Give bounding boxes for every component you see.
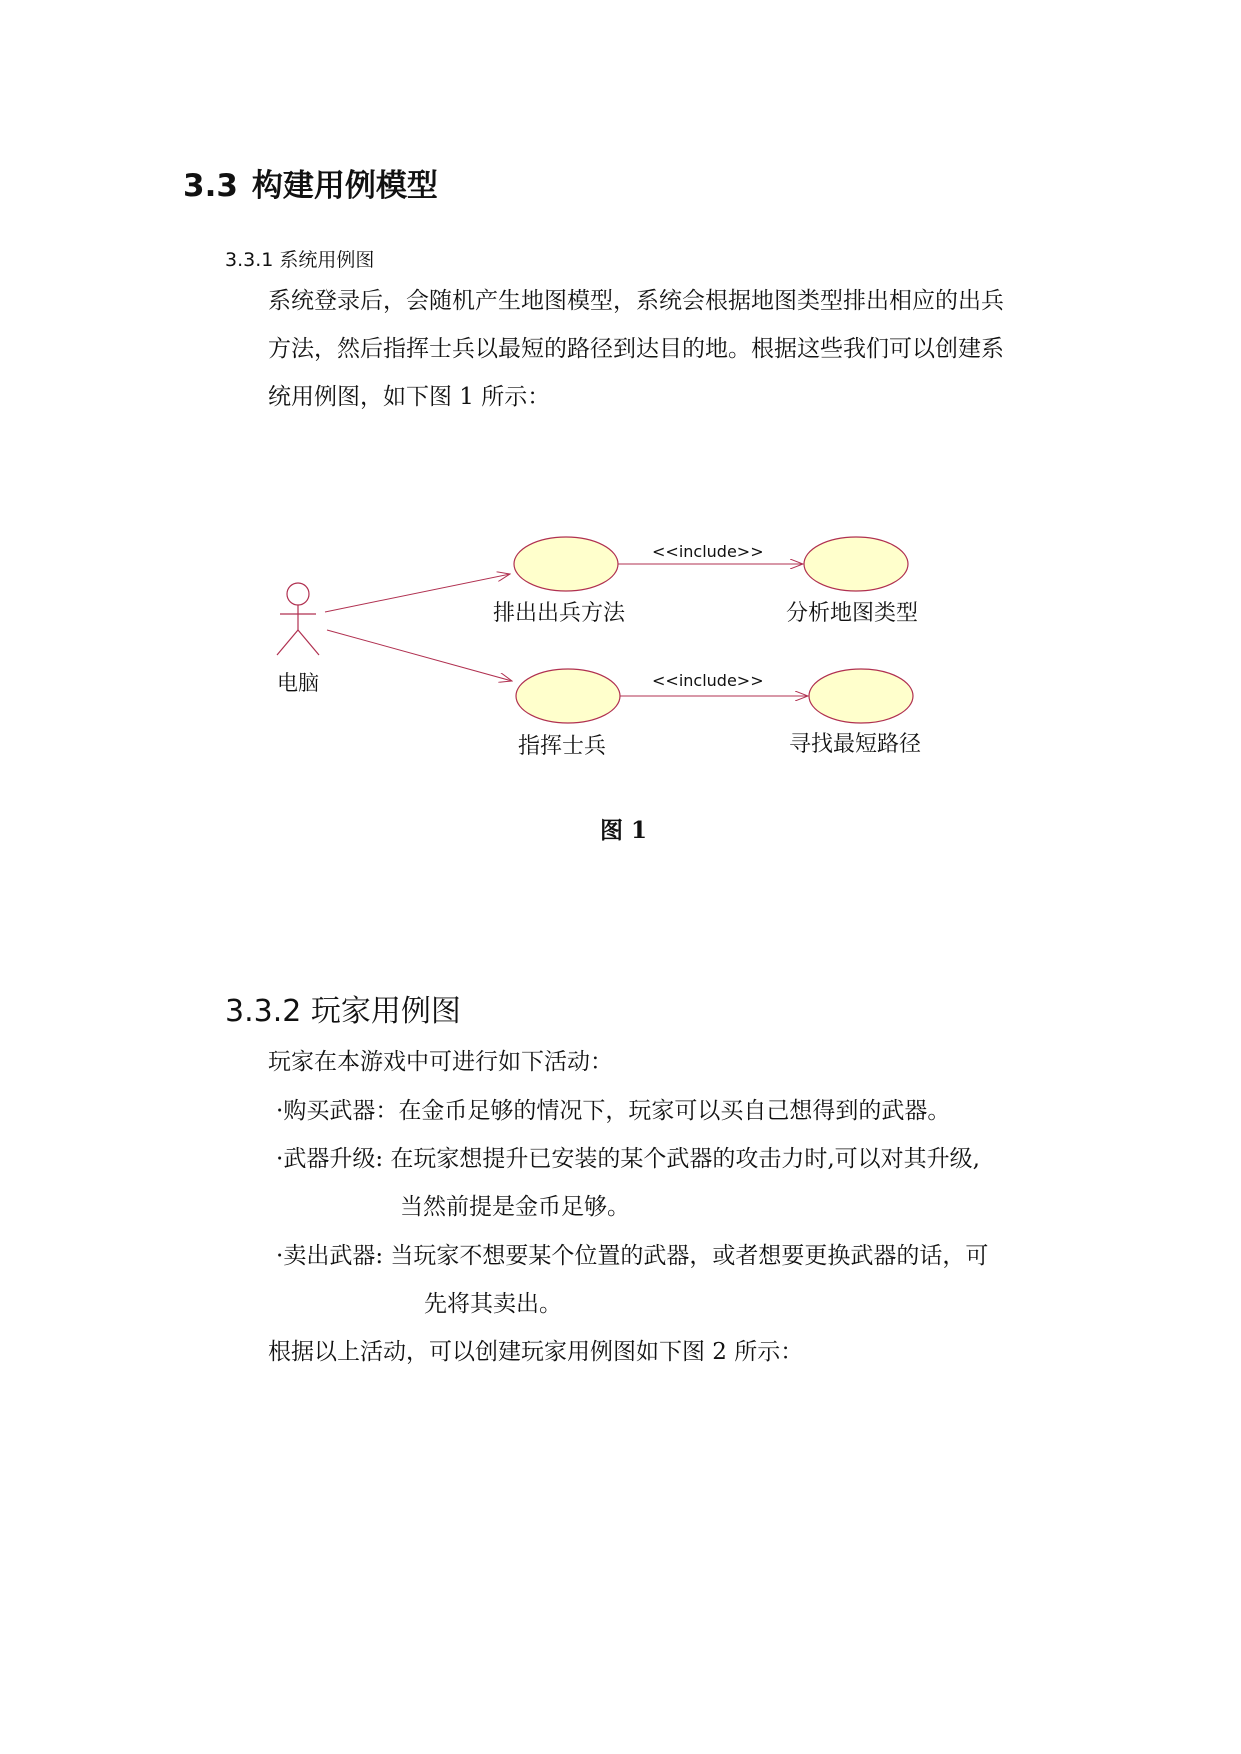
bullet: · (276, 1146, 284, 1172)
use-case-label: 分析地图类型 (786, 601, 919, 626)
use-case-label: 指挥士兵 (518, 734, 607, 759)
subsection-2-heading: 3.3.2 玩家用例图 (225, 994, 461, 1029)
list-item (276, 1237, 988, 1270)
list-item-continuation: 当然前提是金币足够。 (400, 1194, 630, 1220)
list-item-continuation: 先将其卖出。 (424, 1291, 562, 1317)
use-case-ellipse (514, 537, 618, 591)
paragraph-line: 方法，然后指挥士兵以最短的路径到达目的地。根据这些我们可以创建系 (268, 336, 1004, 362)
bullet: · (276, 1243, 284, 1269)
use-case-ellipse (516, 669, 620, 723)
association-line (327, 630, 512, 681)
bullet: · (276, 1098, 284, 1124)
use-case-ellipse (804, 537, 908, 591)
list-item-text: 购买武器：在金币足够的情况下，玩家可以买自己想得到的武器。 (283, 1098, 951, 1124)
list-item-text: 卖出武器: 当玩家不想要某个位置的武器，或者想要更换武器的话，可 (283, 1243, 989, 1269)
section-number: 3.3 (183, 168, 238, 204)
figure-caption: 图 1 (600, 817, 648, 844)
use-case-label: 排出出兵方法 (493, 601, 626, 626)
include-label: <<include>> (652, 542, 764, 561)
actor-label: 电脑 (277, 671, 319, 695)
association-line (325, 574, 510, 612)
use-case-ellipse (809, 669, 913, 723)
paragraph-line: 玩家在本游戏中可进行如下活动： (268, 1049, 613, 1075)
use-case-diagram (0, 0, 1241, 800)
actor-figure (277, 583, 319, 655)
include-label: <<include>> (652, 671, 764, 690)
list-item-text: 武器升级: 在玩家想提升已安装的某个武器的攻击力时,可以对其升级, (283, 1146, 980, 1172)
list-item (276, 1140, 980, 1173)
paragraph-line: 系统登录后，会随机产生地图模型，系统会根据地图类型排出相应的出兵 (268, 288, 1004, 314)
use-case-label: 寻找最短路径 (789, 732, 922, 757)
paragraph-line: 根据以上活动，可以创建玩家用例图如下图 2 所示： (268, 1339, 804, 1365)
paragraph-line: 统用例图，如下图 1 所示： (268, 384, 551, 410)
list-item (276, 1092, 950, 1125)
section-title: 构建用例模型 (251, 168, 438, 204)
subsection-1-heading: 3.3.1 系统用例图 (225, 249, 375, 271)
